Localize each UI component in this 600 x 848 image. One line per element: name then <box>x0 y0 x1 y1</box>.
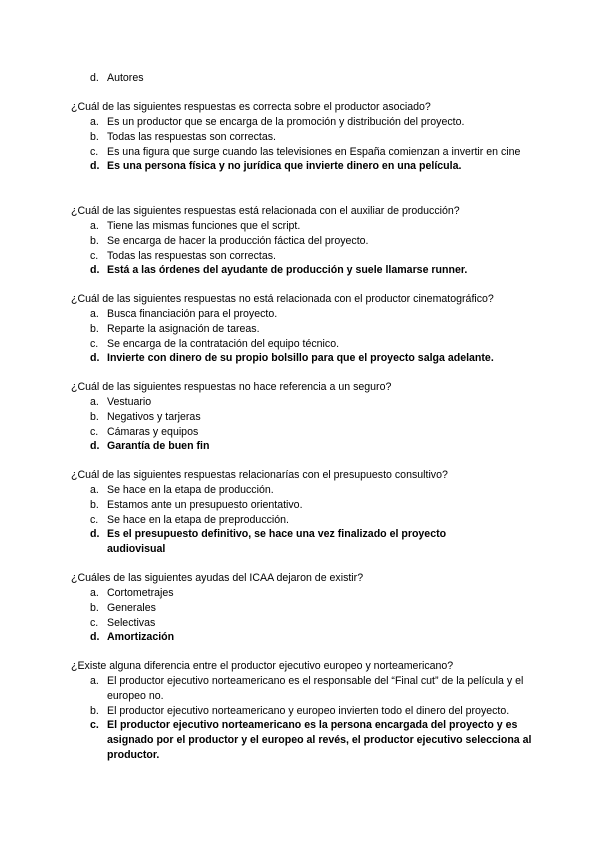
question-text: ¿Cuáles de las siguientes ayudas del ICAA dejaron de existir? <box>71 572 364 584</box>
question-text: ¿Cuál de las siguientes respuestas no está relacionada con el productor cinematográfico? <box>71 293 494 305</box>
option-text: Tiene las mismas funciones que el script. <box>107 220 301 232</box>
option-c-correct <box>71 718 541 762</box>
option-letter: d. <box>90 160 100 173</box>
option-letter: d. <box>90 440 100 453</box>
option-text: El productor ejecutivo norteamericano es el responsable del “Final cut” de la película y el europeo no. <box>107 675 524 702</box>
option-text: Autores <box>107 72 144 84</box>
option-list <box>71 483 541 557</box>
option-letter: d. <box>90 631 100 644</box>
option-text: Se hace en la etapa de producción. <box>107 484 274 496</box>
option-list <box>71 115 541 174</box>
option-letter: d. <box>90 264 100 277</box>
question-text: ¿Cuál de las siguientes respuestas es correcta sobre el productor asociado? <box>71 101 431 113</box>
question-text: ¿Existe alguna diferencia entre el productor ejecutivo europeo y norteamericano? <box>71 660 454 672</box>
option-letter: a. <box>90 484 99 496</box>
option-letter: a. <box>90 308 99 320</box>
option-text: Es una persona física y no jurídica que invierte dinero en una película. <box>107 160 462 173</box>
option-text: Invierte con dinero de su propio bolsillo para que el proyecto salga adelante. <box>107 352 494 365</box>
option-b <box>71 234 541 249</box>
option-text: Garantía de buen fin <box>107 440 210 453</box>
option-b <box>71 410 541 425</box>
option-text: Generales <box>107 601 156 614</box>
option-letter: b. <box>90 234 99 247</box>
option-text: Reparte la asignación de tareas. <box>107 322 260 335</box>
option-letter: c. <box>90 513 99 526</box>
option-b <box>71 704 541 719</box>
option-text: Negativos y tarjeras <box>107 410 201 423</box>
option-b <box>71 601 541 616</box>
option-text: Vestuario <box>107 396 152 408</box>
option-letter: c. <box>90 249 99 262</box>
option-letter: a. <box>90 116 99 128</box>
option-a <box>71 395 541 410</box>
option-list <box>71 586 541 645</box>
question-text: ¿Cuál de las siguientes respuestas está relacionada con el auxiliar de producción? <box>71 205 460 217</box>
option-text: El productor ejecutivo norteamericano es la persona encargada del proyecto y es asignado por el productor y el europeo al revés, el productor ejecutivo selecciona al productor. <box>107 719 532 761</box>
option-text: Cámaras y equipos <box>107 425 199 438</box>
option-text: Todas las respuestas son correctas. <box>107 249 276 262</box>
option-text: El productor ejecutivo norteamericano y europeo invierten todo el dinero del proyecto. <box>107 704 510 717</box>
question-block-5 <box>71 468 541 557</box>
option-letter: c. <box>90 425 99 438</box>
option-text: Es el presupuesto definitivo, se hace una vez finalizado el proyecto audiovisual <box>107 528 447 556</box>
option-text: Todas las respuestas son correctas. <box>107 130 276 143</box>
question-text: ¿Cuál de las siguientes respuestas no hace referencia a un seguro? <box>71 381 392 393</box>
option-text: Cortometrajes <box>107 587 174 599</box>
option-list <box>71 674 541 763</box>
option-letter: a. <box>90 675 99 687</box>
option-letter: b. <box>90 410 99 423</box>
option-letter: b. <box>90 498 99 511</box>
option-d-correct <box>71 159 541 174</box>
option-text: Se encarga de la contratación del equipo técnico. <box>107 337 340 350</box>
question-block-2 <box>71 204 541 278</box>
option-b <box>71 322 541 337</box>
option-text: Estamos ante un presupuesto orientativo. <box>107 498 303 511</box>
option-d-correct <box>71 263 541 278</box>
option-text: Busca financiación para el proyecto. <box>107 308 278 320</box>
option-letter: d. <box>90 528 100 541</box>
option-c <box>71 337 541 352</box>
option-letter: c. <box>90 616 99 629</box>
option-letter: a. <box>90 396 99 408</box>
option-list <box>71 307 541 366</box>
option-text: Amortización <box>107 631 175 644</box>
question-block-1 <box>71 100 541 174</box>
option-c <box>71 145 541 160</box>
question-block-6 <box>71 571 541 645</box>
option-c <box>71 616 541 631</box>
option-a <box>71 586 541 601</box>
option-letter: b. <box>90 130 99 143</box>
question-block-3 <box>71 292 541 366</box>
option-text: Es un productor que se encarga de la promoción y distribución del proyecto. <box>107 116 465 128</box>
option-a <box>71 115 541 130</box>
option-d-correct <box>71 630 541 645</box>
question-block-7 <box>71 659 541 763</box>
option-letter: c. <box>90 145 99 158</box>
option-a <box>71 483 541 498</box>
option-letter: c. <box>90 337 99 350</box>
option-list <box>71 219 541 278</box>
option-a <box>71 307 541 322</box>
option-a <box>71 219 541 234</box>
option-c <box>71 425 541 440</box>
option-c <box>71 249 541 264</box>
option-letter: b. <box>90 704 99 717</box>
option-d-correct <box>71 439 541 454</box>
option-d-correct <box>71 527 541 557</box>
question-text: ¿Cuál de las siguientes respuestas relacionarías con el presupuesto consultivo? <box>71 469 448 481</box>
option-text: Se hace en la etapa de preproducción. <box>107 513 289 526</box>
option-list <box>71 395 541 454</box>
option-text: Es una figura que surge cuando las televisiones en España comienzan a invertir en cine <box>107 145 521 158</box>
option-letter: d. <box>90 352 100 365</box>
option-b <box>71 130 541 145</box>
option-d-correct <box>71 351 541 366</box>
option-letter: a. <box>90 587 99 599</box>
option-letter: c. <box>90 719 99 732</box>
option-a <box>71 674 541 704</box>
option-letter: a. <box>90 220 99 232</box>
option-letter: b. <box>90 601 99 614</box>
option-letter: b. <box>90 322 99 335</box>
option-c <box>71 513 541 528</box>
question-block-4 <box>71 380 541 454</box>
option-text: Se encarga de hacer la producción fáctica del proyecto. <box>107 234 369 247</box>
option-letter: d. <box>90 72 99 84</box>
option-b <box>71 498 541 513</box>
option-text: Selectivas <box>107 616 156 629</box>
option-text: Está a las órdenes del ayudante de producción y suele llamarse runner. <box>107 264 468 277</box>
